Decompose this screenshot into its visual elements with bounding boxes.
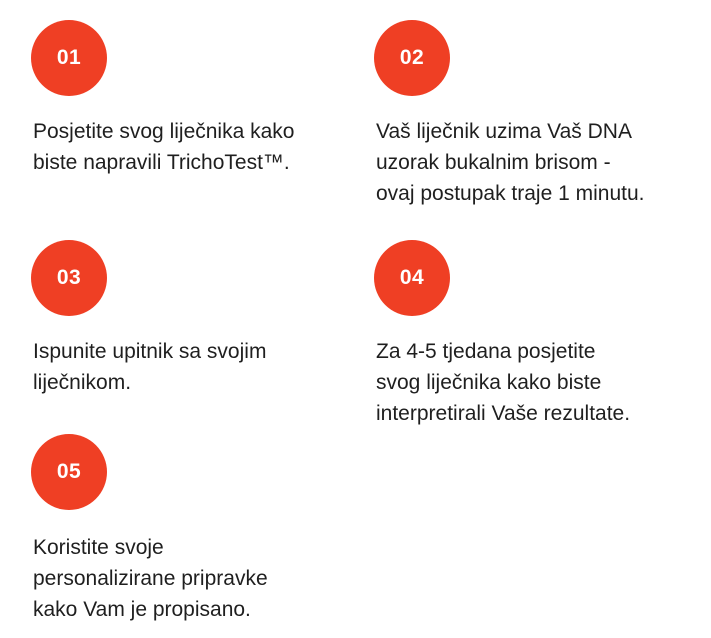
step-1 [31,20,295,174]
step-number-badge: 04 [374,240,450,316]
step-description: Posjetite svog liječnika kako biste napravili TrichoTest™. [33,120,295,174]
step-description: Vaš liječnik uzima Vaš DNA uzorak bukalnim brisom - ovaj postupak traje 1 minutu. [376,120,645,205]
step-2 [374,20,645,205]
step-description: Koristite svoje personalizirane pripravke kako Vam je propisano. [33,536,268,621]
step-number-badge: 05 [31,434,107,510]
step-description: Za 4-5 tjedana posjetite svog liječnika kako biste interpretirali Vaše rezultate. [376,340,631,425]
step-5 [31,434,268,621]
step-description: Ispunite upitnik sa svojim liječnikom. [33,340,267,394]
step-number-badge: 03 [31,240,107,316]
step-3 [31,240,267,394]
step-number-badge: 02 [374,20,450,96]
step-number-badge: 01 [31,20,107,96]
step-4 [374,240,631,425]
